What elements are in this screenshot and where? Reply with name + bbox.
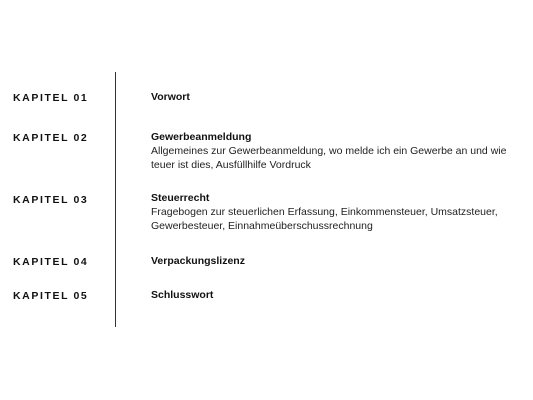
chapter-entry-02 [151,130,529,172]
chapter-title-05: Schlusswort [151,289,214,301]
chapter-entry-03 [151,191,529,233]
chapter-label-04: KAPITEL 04 [13,256,89,268]
chapter-title-04: Verpackungslizenz [151,255,245,267]
chapter-description-02: Allgemeines zur Gewerbeanmeldung, wo melde ich ein Gewerbe an und wie teuer ist dies, Ausfüllhilfe Vordruck [151,145,507,171]
chapter-title-01: Vorwort [151,91,190,103]
chapter-label-05: KAPITEL 05 [13,290,89,302]
chapter-entry-01 [151,90,529,104]
chapter-title-03: Steuerrecht [151,192,210,204]
chapter-entry-04 [151,254,529,268]
chapter-title-02: Gewerbeanmeldung [151,131,252,143]
chapter-description-03: Fragebogen zur steuerlichen Erfassung, Einkommensteuer, Umsatzsteuer, Gewerbesteuer, Einnahmeüberschussrechnung [151,206,498,232]
chapter-label-02: KAPITEL 02 [13,132,89,144]
chapter-label-03: KAPITEL 03 [13,194,89,206]
chapter-entry-05 [151,288,529,302]
vertical-divider [115,72,116,327]
chapter-label-01: KAPITEL 01 [13,92,89,104]
